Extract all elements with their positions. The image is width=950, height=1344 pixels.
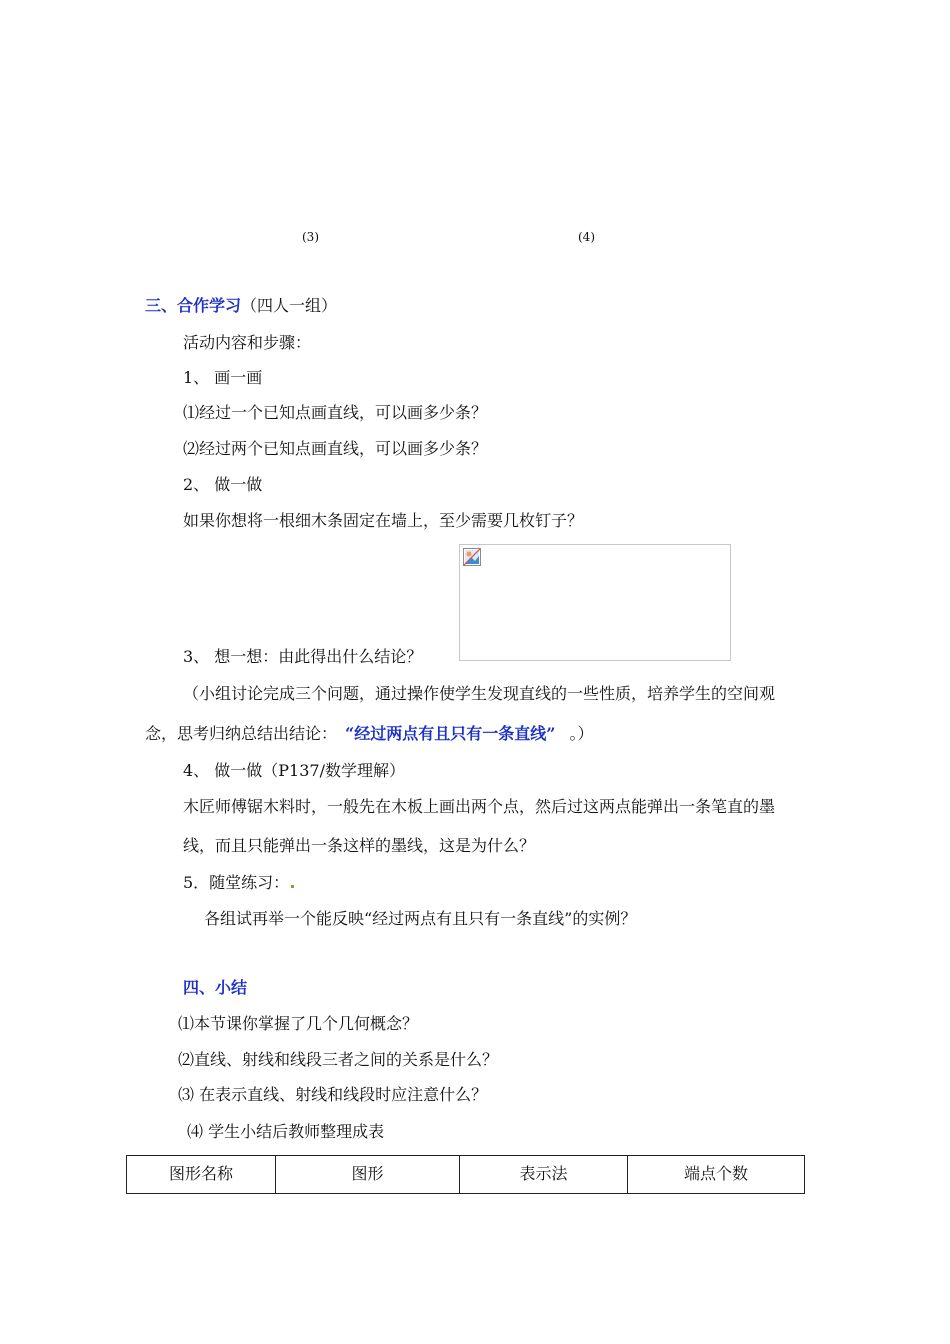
step4-label: 4、 做一做（P137/数学理解） xyxy=(183,761,405,780)
question-2: ⑵经过两个已知点画直线，可以画多少条？ xyxy=(183,439,488,458)
table-header-figure-name: 图形名称 xyxy=(127,1156,276,1194)
table-header-row xyxy=(127,1156,805,1194)
summary-item-2: ⑵直线、射线和线段三者之间的关系是什么？ xyxy=(178,1050,499,1069)
step5-label: 5．随堂练习： xyxy=(183,873,290,892)
section3-heading-line xyxy=(145,298,337,314)
table-header-notation: 表示法 xyxy=(460,1156,628,1194)
step3-label: 3、 想一想：由此得出什么结论？ xyxy=(183,647,423,666)
table-header-figure: 图形 xyxy=(276,1156,460,1194)
discussion-line-2-prefix: 念，思考归纳总结出结论： xyxy=(145,724,338,743)
section4-heading: 四、小结 xyxy=(183,978,248,997)
conclusion-text: “经过两点有且只有一条直线” xyxy=(345,724,556,743)
question-1: ⑴经过一个已知点画直线，可以画多少条？ xyxy=(183,403,488,422)
discussion-line-2-suffix: 。） xyxy=(569,724,594,743)
section3-heading: 三、合作学习 xyxy=(145,296,242,315)
step2-label: 2、 做一做 xyxy=(183,475,263,494)
broken-image-icon xyxy=(463,548,481,566)
step2-text: 如果你想将一根细木条固定在墙上，至少需要几枚钉子？ xyxy=(183,511,584,530)
table-header-endpoints: 端点个数 xyxy=(628,1156,805,1194)
discussion-line-2 xyxy=(145,726,593,742)
summary-item-1: ⑴本节课你掌握了几个几何概念？ xyxy=(178,1014,419,1033)
figure-caption-3: (3) xyxy=(302,230,319,244)
step4-line-2: 线，而且只能弹出一条这样的墨线，这是为什么？ xyxy=(183,836,536,855)
summary-item-3: ⑶ 在表示直线、射线和线段时应注意什么？ xyxy=(178,1085,488,1104)
image-placeholder xyxy=(459,544,731,661)
summary-item-4: ⑷ 学生小结后教师整理成表 xyxy=(187,1122,385,1141)
step5-text: 各组试再举一个能反映“经过两点有且只有一条直线”的实例？ xyxy=(204,909,637,928)
step5-line xyxy=(183,875,294,891)
summary-table xyxy=(126,1155,805,1194)
step1-label: 1、 画一画 xyxy=(183,368,263,387)
mark-dot xyxy=(291,885,294,888)
section3-heading-note: （四人一组） xyxy=(241,296,338,315)
activity-intro: 活动内容和步骤： xyxy=(183,333,312,352)
step4-line-1: 木匠师傅锯木料时，一般先在木板上画出两个点，然后过这两点能弹出一条笔直的墨 xyxy=(183,797,776,816)
discussion-line-1: （小组讨论完成三个问题，通过操作使学生发现直线的一些性质，培养学生的空间观 xyxy=(183,684,776,703)
figure-caption-4: (4) xyxy=(578,230,595,244)
